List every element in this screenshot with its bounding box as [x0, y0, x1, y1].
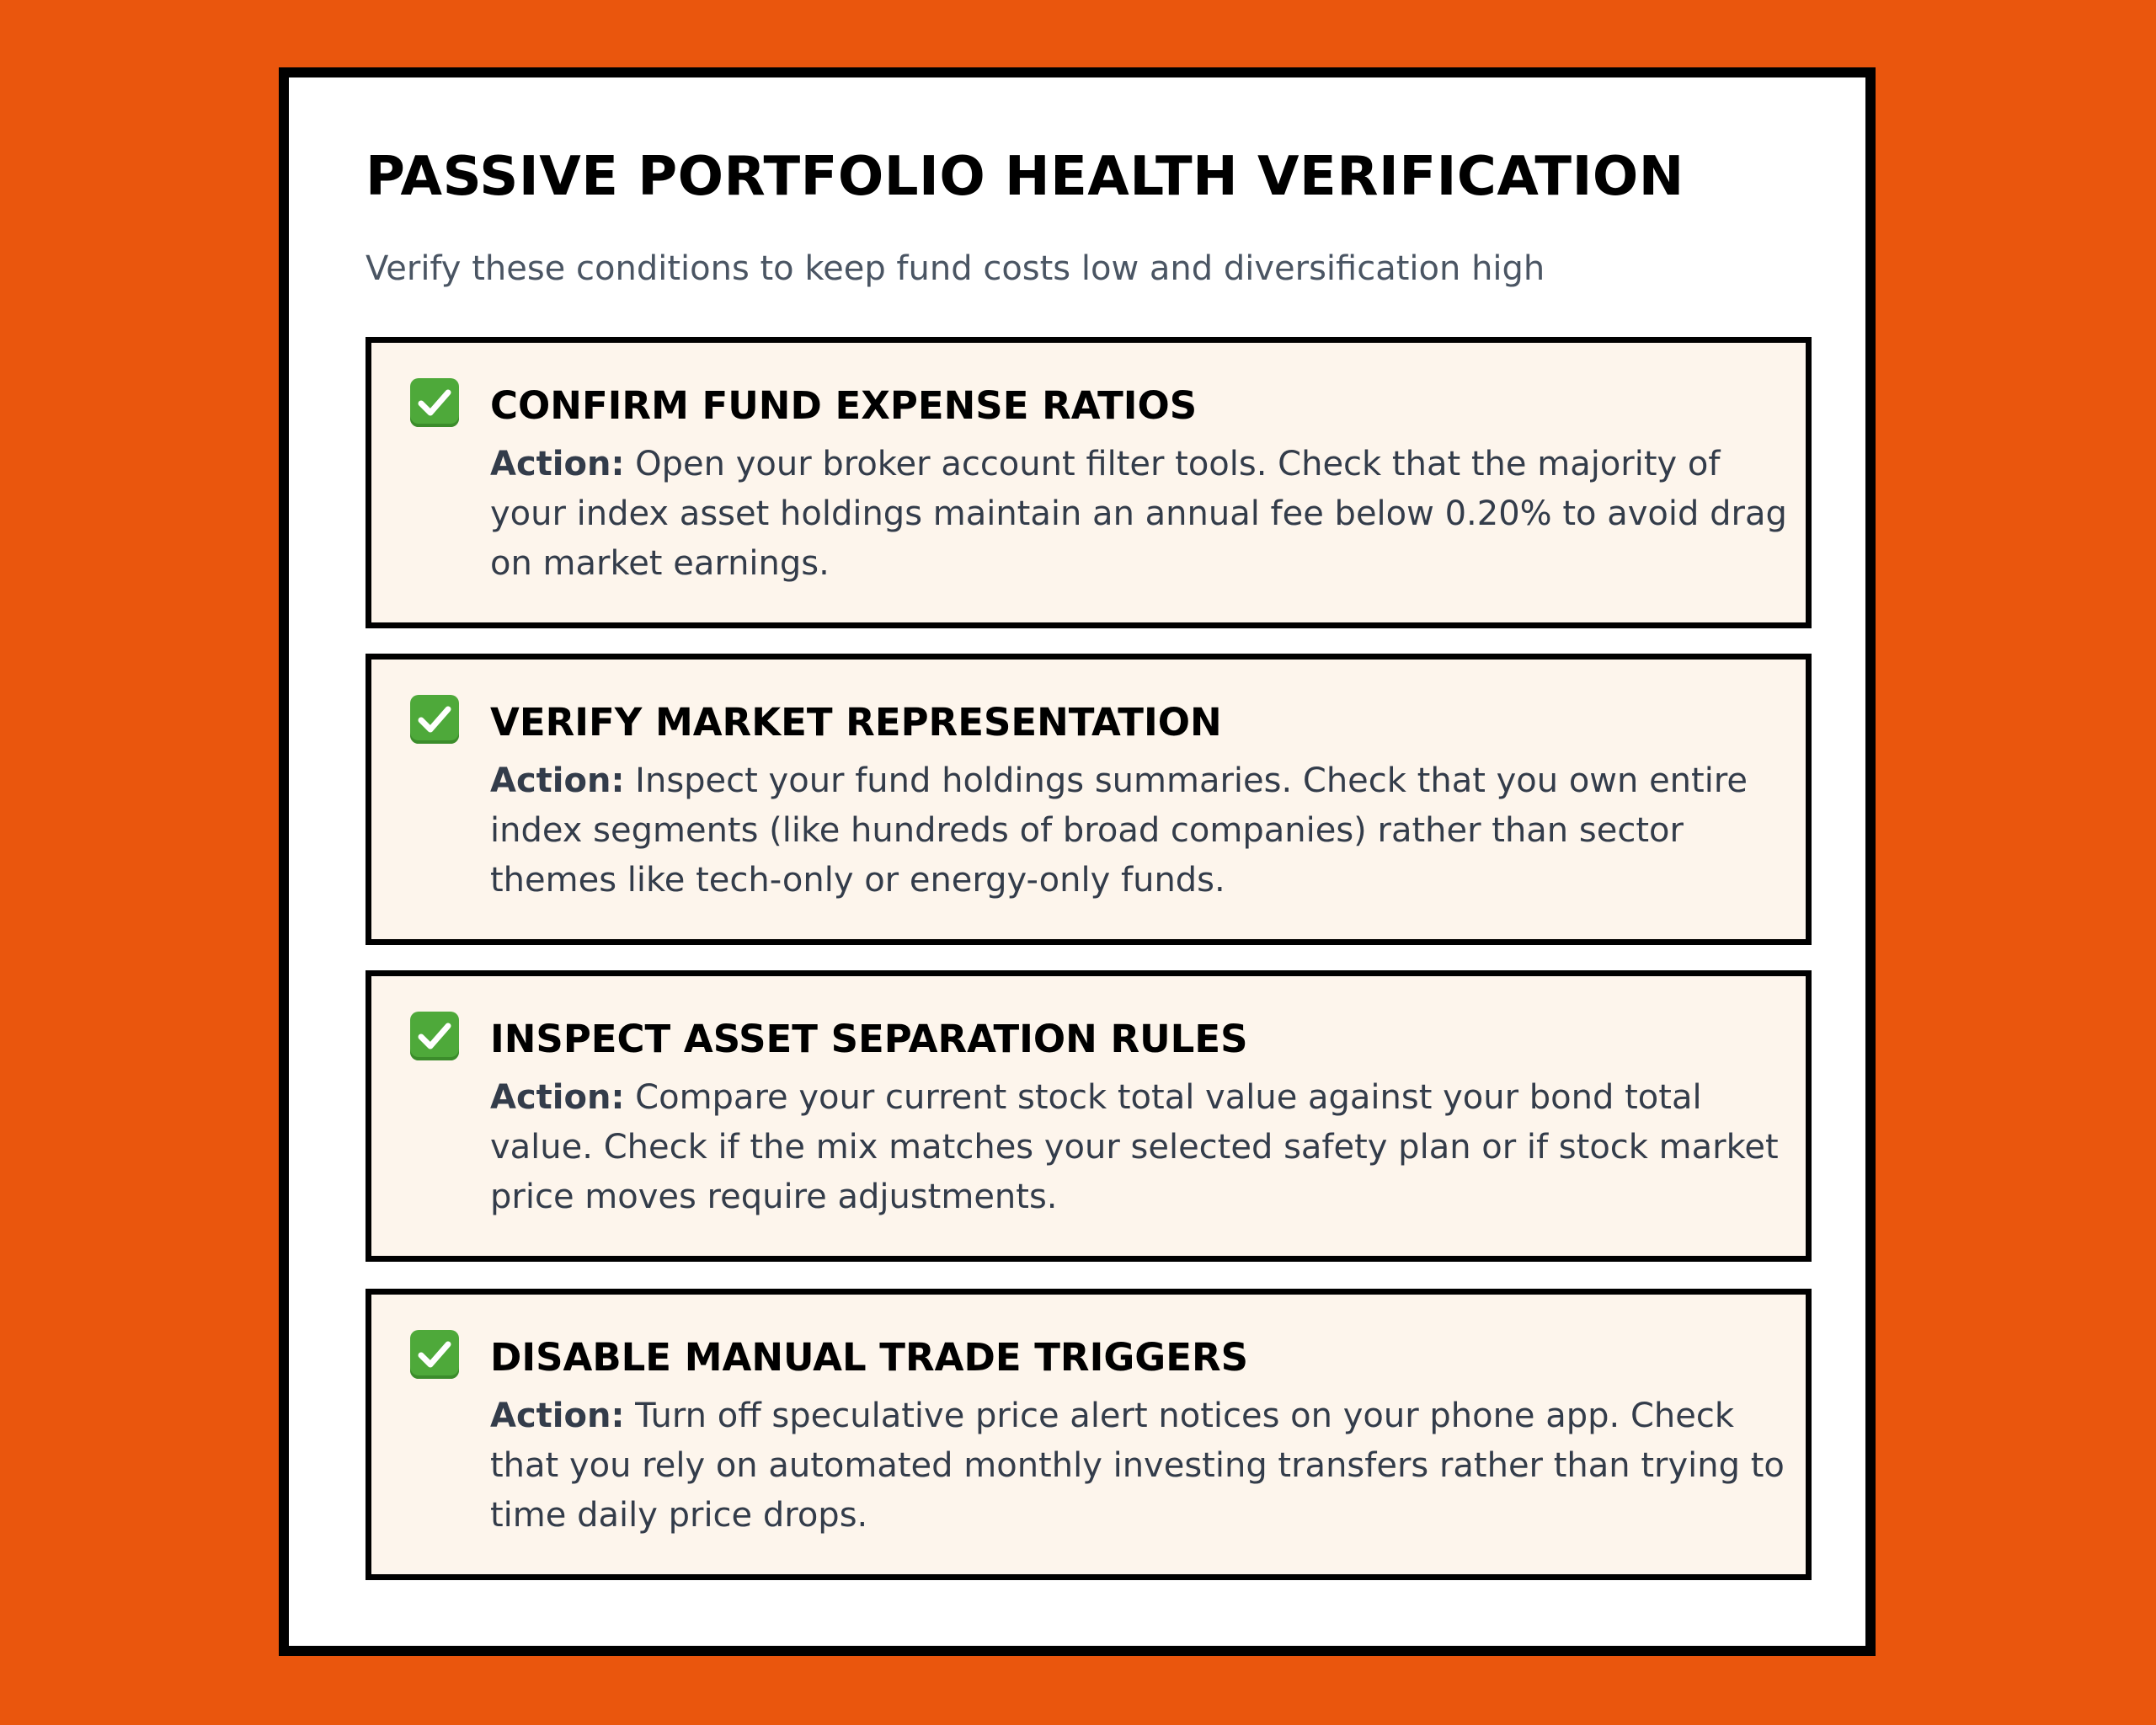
item-title: CONFIRM FUND EXPENSE RATIOS	[490, 383, 1198, 428]
item-action-text	[490, 1073, 1787, 1222]
action-description: Open your broker account filter tools. Check that the majority of your index asset holdings maintain an annual fee below 0.20% to avoid drag on market earnings.	[490, 445, 1787, 583]
item-action-text	[490, 440, 1787, 589]
action-label: Action:	[490, 761, 625, 800]
checklist-item-trade-triggers	[366, 1289, 1812, 1580]
check-mark-icon	[410, 378, 459, 427]
action-label: Action:	[490, 1078, 625, 1117]
action-description: Inspect your fund holdings summaries. Check that you own entire index segments (like hundreds of broad companies) rather than sector themes like tech-only or energy-only funds.	[490, 761, 1748, 900]
page-title: PASSIVE PORTFOLIO HEALTH VERIFICATION	[366, 146, 1684, 208]
item-title: VERIFY MARKET REPRESENTATION	[490, 700, 1222, 745]
item-action-text	[490, 756, 1787, 905]
action-description: Turn off speculative price alert notices on your phone app. Check that you rely on automated monthly investing transfers rather than trying to time daily price drops.	[490, 1397, 1785, 1535]
item-title: INSPECT ASSET SEPARATION RULES	[490, 1017, 1248, 1061]
action-description: Compare your current stock total value against your bond total value. Check if the mix matches your selected safety plan or if stock market price moves require adjustments.	[490, 1078, 1779, 1216]
page-subtitle: Verify these conditions to keep fund costs low and diversification high	[366, 249, 1545, 288]
checklist-item-asset-separation	[366, 970, 1812, 1262]
checklist-card	[279, 67, 1876, 1656]
check-mark-icon	[410, 1330, 459, 1379]
checklist-item-market-representation	[366, 654, 1812, 945]
action-label: Action:	[490, 1397, 625, 1435]
checklist-item-expense-ratios	[366, 337, 1812, 628]
check-mark-icon	[410, 1012, 459, 1060]
item-action-text	[490, 1391, 1787, 1541]
check-mark-icon	[410, 695, 459, 744]
action-label: Action:	[490, 445, 625, 483]
item-title: DISABLE MANUAL TRADE TRIGGERS	[490, 1335, 1248, 1380]
